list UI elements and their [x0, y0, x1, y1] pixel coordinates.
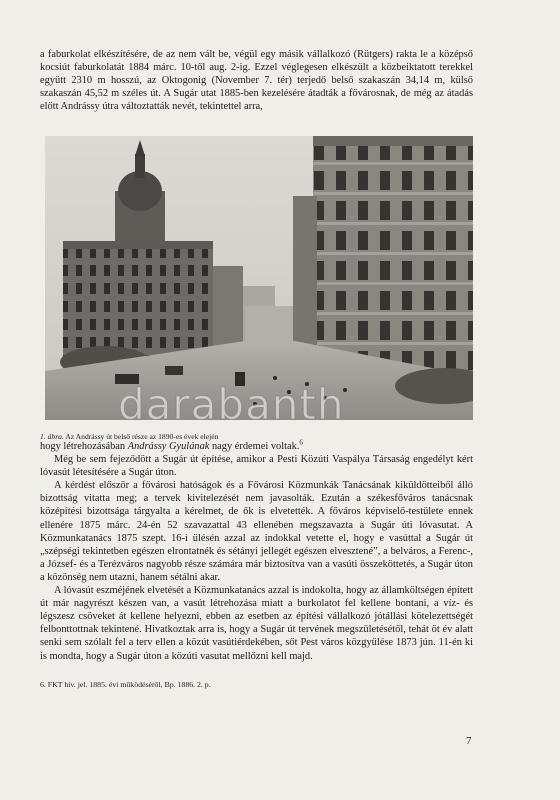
caption-number: 1. ábra. — [40, 432, 64, 441]
paragraph-1-italic: Andrássy Gyulának — [127, 441, 210, 452]
top-paragraph-text: a faburkolat elkészítésére, de az nem vált be, végül egy másik vállalkozó (Rütgers) rakta le a középső kocsiút faburkolatát 1884 márc. 10-től aug. 2-ig. Ezzel véglegesen elkészült a közbeiktatott terekkel együtt 2310 m hosszú, az Oktogonig (November 7. tér) terjedő belső szakaszán 34,14 m, külső szakaszán 45,52 m széles út. A Sugár utat 1885-ben kezelésére átadták a fővárosnak, de még az átadás előtt Andrássy útra változtatták nevét, tekintettel arra, — [40, 49, 473, 113]
paragraph-1-start: hogy létrehozásában — [40, 441, 128, 452]
paragraph-1 — [40, 440, 473, 453]
body-text — [40, 440, 473, 663]
page-number: 7 — [466, 735, 472, 747]
paragraph-3: A kérdést először a fővárosi hatóságok és a Fővárosi Közmunkák Tanácsának kiküldötteiből álló bizottság vitatta meg; a tervek kivitelezését nem javasolták. Ezután a székesfőváros tanácsnak középítési bizottsága tárgyalta a kérelmet, de ők is elvetették. A főváros képviselő-testülete ennek ellenére 1875 márc. 24-én 52 szavazattal 43 ellenében megszavazta a Sugár úti lóvasutat. A Közmunkatanács 1875 szept. 16-i ülésén azzal az indokkal vetette el, hogy e vasúttal a Sugár út „szépségi tekintetben egészen elrontatnék és sétányi jellegét egészen elvesztené”, a belváros, a Ferenc-, a József- és a Terézváros nagyobb része számára már biztosítva van a vasúti összeköttetés, a Sugár úton a közönség nem utazni, hanem sétálni akar. — [40, 480, 473, 583]
footnote: 6. FKT hiv. jel. 1885. évi működéséről, Bp. 1886. 2. p. — [40, 680, 211, 689]
paragraph-4: A lóvasút eszméjének elvetését a Közmunkatanács azzal is indokolta, hogy az államköltségen épített út már nagyrészt készen van, a vasút létrehozása miatt a burkolatot fel kellene bontani, a víz- és légszesz csöveket át kellene helyezni, ebben az esetben az építési vállalkozó jótállási kötelezettségét felbonttottnak tekintené. Hivatkoztak arra is, hogy a Sugár út tervének megszületésétől, tehát öt év alatt senki sem szólalt fel a terv ellen a közút vasútiérdekében, sőt Pest város közgyűlése 1873 jún. 11-én ki is mondta, hogy a Sugár úton a közúti vasutat mellőzni kell majd. — [40, 585, 473, 662]
paragraph-1-end: nagy érdemei voltak. — [209, 441, 300, 452]
street-photo-illustration — [45, 136, 473, 420]
watermark-text: darabanth — [118, 380, 345, 429]
historical-photo-figure — [45, 136, 473, 420]
paragraph-2: Még be sem fejeződött a Sugár út építése, amikor a Pesti Közúti Vaspálya Társaság engedélyt kért lóvasút létesítésére a Sugár úton. — [40, 454, 473, 479]
top-paragraph — [40, 48, 473, 113]
footnote-reference: 6 — [299, 438, 303, 447]
caption-text: Az Andrássy út belső része az 1890-es évek elején — [65, 432, 219, 441]
